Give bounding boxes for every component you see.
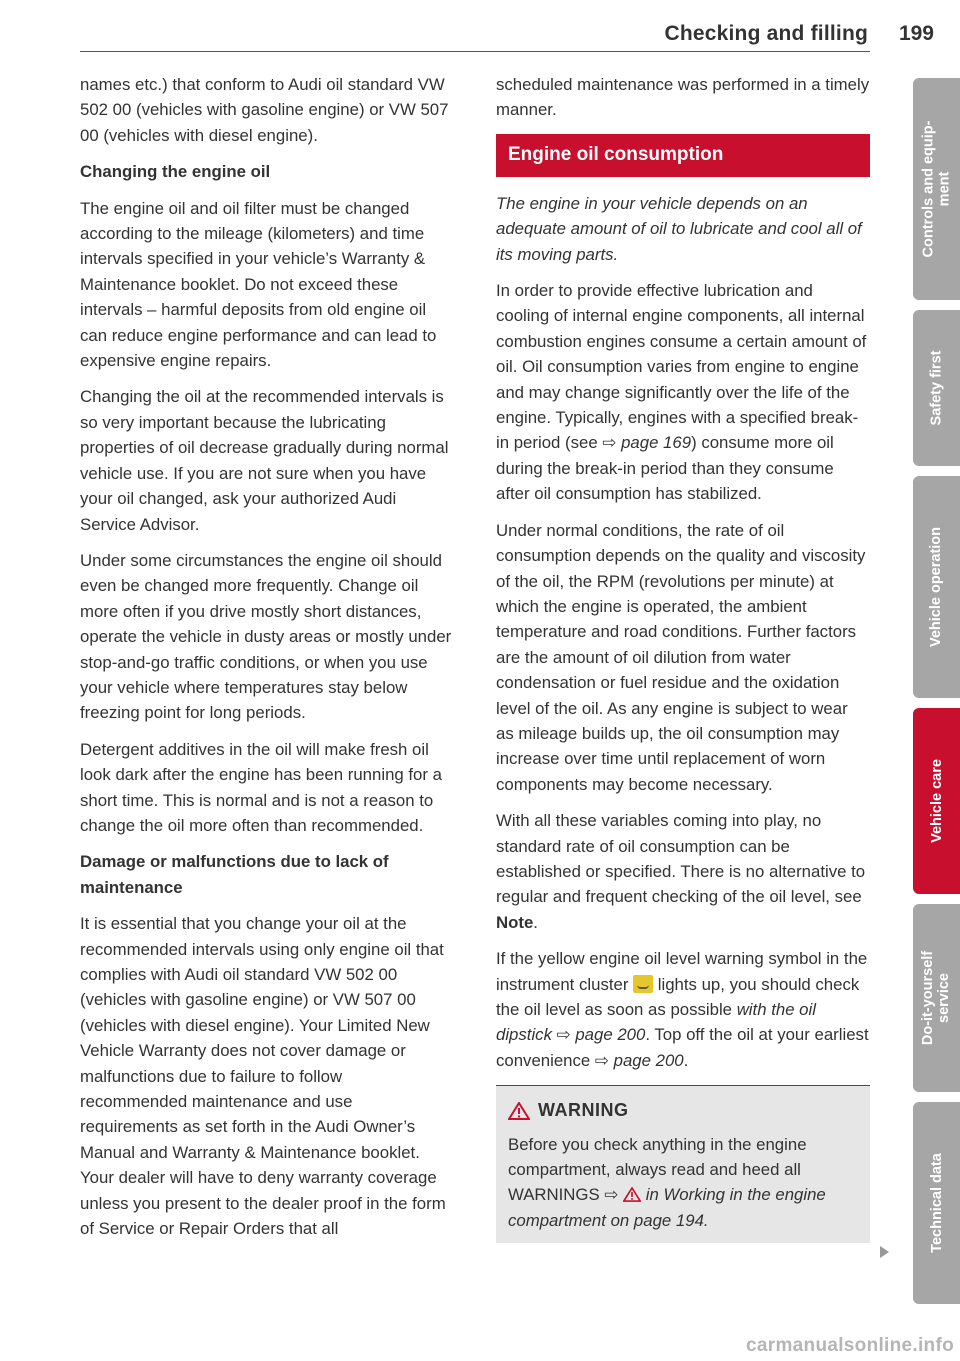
paragraph: Changing the oil at the recommended intervals is so very important because the lubricating properties of oil decrease gradually during normal vehicle use. If you are not sure when you have your oil changed, ask your authorized Audi Service Advisor. xyxy=(80,387,449,534)
tab-technical-data[interactable]: Technical data xyxy=(913,1102,960,1304)
subheading-damage: Damage or malfunctions due to lack of maintenance xyxy=(80,852,389,897)
paragraph: If the yellow engine oil level warning symbol in the instrument cluster lights up, you should check the oil level as soon as possible with the oil dipstick ⇨ page 200. Top off the oil at your earliest convenience ⇨ page 200. xyxy=(496,949,869,1070)
page-reference-link[interactable]: with the oil dipstick ⇨ page 200 xyxy=(496,1000,816,1045)
warning-header xyxy=(496,1086,870,1131)
paragraph: Detergent additives in the oil will make fresh oil look dark after the engine has been running for a short time. This is normal and is not a reason to change the oil more often than recommended. xyxy=(80,739,442,835)
left-column xyxy=(80,72,452,1252)
warning-triangle-icon xyxy=(508,1102,530,1120)
paragraph: scheduled maintenance was performed in a timely manner. xyxy=(496,75,870,120)
paragraph: Under normal conditions, the rate of oil consumption depends on the quality and viscosity of the oil, the RPM (revolutions per minute) at which the engine is operated, the ambient temperature and road conditions. Further factors are the amount of oil dilution from water condensation or fuel residue and the oxidation level of the oil. As any engine is subject to wear as mileage builds up, the oil consumption may increase over time until replacement of worn components may become necessary. xyxy=(496,520,866,794)
paragraph: names etc.) that conform to Audi oil standard VW 502 00 (vehicles with gasoline engine) or VW 507 00 (vehicles with diesel engine). xyxy=(80,75,449,145)
tab-vehicle-care[interactable]: Vehicle care xyxy=(913,708,960,894)
section-intro: The engine in your vehicle depends on an adequate amount of oil to lubricate and cool all of its moving parts. xyxy=(496,193,862,264)
tab-vehicle-operation[interactable]: Vehicle operation xyxy=(913,476,960,698)
paragraph: It is essential that you change your oil at the recommended intervals using only engine oil that complies with Audi oil standard VW 502 00 (vehicles with gasoline engine) or VW 507 00 (vehicles with diesel engine). Your Limited New Vehicle Warranty does not cover damage or malfunctions due to failure to follow recommended maintenance and use requirements as set forth in the Audi Owner’s Manual and Warranty & Maintenance booklet. Your dealer will have to deny warranty coverage unless you present to the dealer proof in the form of Service or Repair Orders that all xyxy=(80,914,446,1239)
oil-warning-icon xyxy=(633,975,653,993)
paragraph: With all these variables coming into play, no standard rate of oil consumption can be established or specified. There is no alternative to regular and frequent checking of the oil level, see Note. xyxy=(496,811,866,932)
warning-triangle-icon xyxy=(623,1187,641,1202)
warning-text: Before you check anything in the engine compartment, always read and heed all WARNINGS ⇨ in Working in the engine compartment on page 194. xyxy=(508,1134,826,1230)
running-header-title: Checking and filling xyxy=(664,22,868,45)
continue-arrow-icon xyxy=(880,1246,889,1258)
subheading-changing-oil: Changing the engine oil xyxy=(80,162,271,182)
page-number: 199 xyxy=(898,22,934,45)
warning-title: WARNING xyxy=(538,1100,629,1121)
paragraph: In order to provide effective lubrication and cooling of internal engine components, all internal combustion engines consume a certain amount of oil. Oil consumption varies from engine to engine and may change significantly over the life of the engine. Typically, engines with a specified break-in period (see ⇨ page 169) consume more oil during the break-in period than they consume after oil consumption has stabilized. xyxy=(496,281,867,504)
right-column xyxy=(496,72,870,1243)
page-reference-link[interactable]: ⇨ page 200 xyxy=(594,1050,684,1070)
header-rule xyxy=(80,51,870,52)
tab-safety-first[interactable]: Safety first xyxy=(913,310,960,466)
section-title-bar: Engine oil consumption xyxy=(496,134,870,177)
tab-do-it-yourself-service[interactable]: Do-it-yourself service xyxy=(913,904,960,1092)
tab-controls-equipment[interactable]: Controls and equip- ment xyxy=(913,78,960,300)
paragraph: Under some circumstances the engine oil should even be changed more frequently. Change oil more often if you drive mostly short distances, operate the vehicle in dusty areas or mostly under stop-and-go traffic conditions, or when you use your vehicle where temperatures stay below freezing point for long periods. xyxy=(80,550,452,723)
page-reference-link[interactable]: ⇨ page 169 xyxy=(602,433,692,453)
note-reference: Note xyxy=(496,912,534,932)
paragraph: The engine oil and oil filter must be changed according to the mileage (kilometers) and time intervals specified in your vehicle’s Warranty & Maintenance booklet. Do not exceed these intervals – harmful deposits from old engine oil can reduce engine performance and can lead to expensive engine repairs. xyxy=(80,198,437,371)
watermark: carmanualsonline.info xyxy=(746,1335,954,1356)
warning-box xyxy=(496,1085,870,1243)
